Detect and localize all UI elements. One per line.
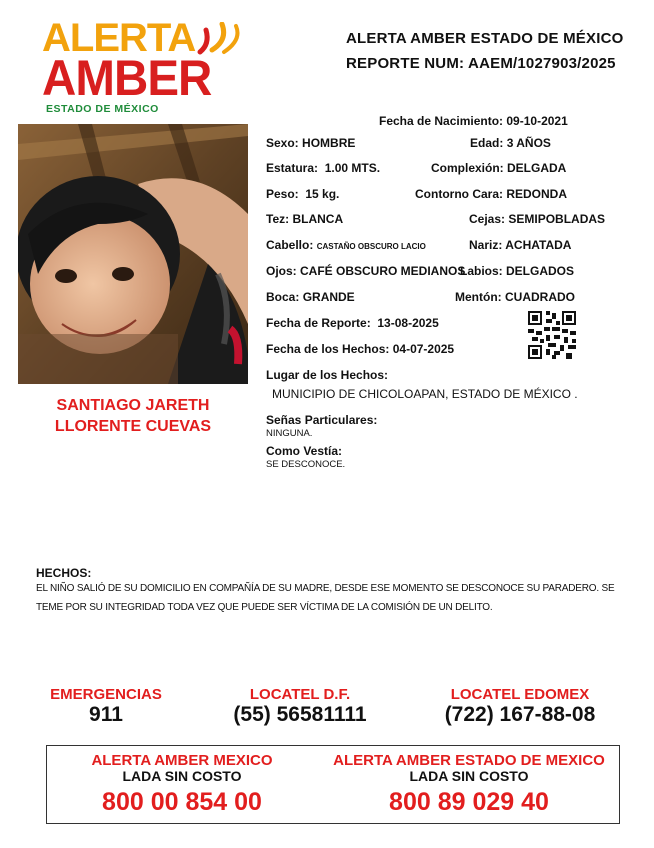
mouth-label: Boca: [266, 290, 300, 304]
sex-value: HOMBRE [302, 136, 356, 150]
build-label: Complexión: [431, 161, 504, 175]
birth-date-field [379, 114, 568, 128]
locatel-df-number[interactable]: (55) 56581111 [233, 703, 367, 726]
hechos-title: HECHOS: [36, 566, 92, 580]
box-right-title: ALERTA AMBER ESTADO DE MEXICO [333, 752, 605, 769]
face-field [415, 187, 567, 201]
box-left-number[interactable]: 800 00 854 00 [102, 788, 262, 816]
report-date-value: 13-08-2025 [377, 316, 439, 330]
photo-illustration [18, 124, 248, 384]
nose-value: ACHATADA [505, 238, 572, 252]
chin-label: Mentón: [455, 290, 502, 304]
hair-field [266, 238, 426, 252]
child-name-last: LLORENTE CUEVAS [54, 418, 212, 435]
event-date-label: Fecha de los Hechos: [266, 342, 390, 356]
build-value: DELGADA [507, 161, 567, 175]
weight-label: Peso: [266, 187, 299, 201]
box-right-subtitle: LADA SIN COSTO [409, 768, 529, 784]
brows-value: SEMIPOBLADAS [508, 212, 606, 226]
birth-date-value: 09-10-2021 [506, 114, 568, 128]
sex-label: Sexo: [266, 136, 299, 150]
hair-value: CASTAÑO OBSCURO LACIO [316, 242, 426, 251]
emergencias-number[interactable]: 911 [89, 703, 123, 726]
hair-label: Cabello: [266, 238, 314, 252]
face-label: Contorno Cara: [415, 187, 503, 201]
report-date-label: Fecha de Reporte: [266, 316, 371, 330]
locatel-edomex-label: LOCATEL EDOMEX [450, 686, 590, 703]
nose-label: Nariz: [469, 238, 503, 252]
height-field [266, 161, 380, 175]
broadcast-waves-icon [194, 22, 242, 62]
lips-field [460, 264, 574, 278]
eyes-field [266, 264, 465, 278]
event-date-value: 04-07-2025 [392, 342, 455, 356]
alerta-amber-logo [42, 16, 222, 115]
sex-field [266, 136, 355, 150]
hechos-text: EL NIÑO SALIÓ DE SU DOMICILIO EN COMPAÑÍA DE SU MADRE, DESDE ESE MOMENTO SE DESCONOCE SU PARADERO. SE TEME POR SU INTEGRIDAD TODA VEZ QUE PUEDE SER VÍCTIMA DE LA COMISIÓN DE UN DELITO. [36, 583, 615, 613]
child-name-first: SANTIAGO JARETH [56, 397, 210, 414]
age-field [470, 136, 551, 150]
lips-value: DELGADOS [506, 264, 575, 278]
locatel-df-label: LOCATEL D.F. [249, 686, 351, 703]
height-label: Estatura: [266, 161, 319, 175]
weight-value: 15 kg. [305, 187, 340, 201]
place-value: MUNICIPIO DE CHICOLOAPAN, ESTADO DE MÉXICO . [272, 387, 578, 401]
eyes-label: Ojos: [266, 264, 297, 278]
report-number: REPORTE NUM: AAEM/1027903/2025 [346, 55, 616, 72]
missing-child-photo [18, 124, 248, 384]
clothes-label: Como Vestía: [266, 444, 343, 458]
marks-label: Señas Particulares: [266, 413, 378, 427]
clothes-value: SE DESCONOCE. [266, 459, 346, 470]
place-label: Lugar de los Hechos: [266, 368, 389, 382]
skin-value: BLANCA [292, 212, 344, 226]
chin-value: CUADRADO [505, 290, 575, 304]
logo-alerta-text: ALERTA [42, 16, 196, 60]
height-value: 1.00 MTS. [324, 161, 381, 175]
locatel-edomex-number[interactable]: (722) 167-88-08 [444, 703, 596, 726]
build-field [431, 161, 566, 175]
brows-field [469, 212, 605, 226]
logo-estado-text: ESTADO DE MÉXICO [46, 103, 159, 115]
birth-date-label: Fecha de Nacimiento: [379, 114, 504, 128]
qr-code-icon[interactable] [528, 311, 576, 359]
emergencias-label: EMERGENCIAS [50, 686, 162, 703]
skin-field [266, 212, 343, 226]
toll-free-box [46, 745, 620, 824]
face-value: REDONDA [506, 187, 568, 201]
skin-label: Tez: [266, 212, 290, 226]
box-left-subtitle: LADA SIN COSTO [122, 768, 242, 784]
nose-field [469, 238, 571, 252]
report-date-field [266, 316, 439, 330]
mouth-value: GRANDE [302, 290, 355, 304]
eyes-value: CAFÉ OBSCURO MEDIANOS [300, 264, 466, 278]
age-label: Edad: [470, 136, 504, 150]
weight-field [266, 187, 339, 201]
brows-label: Cejas: [469, 212, 506, 226]
mouth-field [266, 290, 355, 304]
lips-label: Labios: [460, 264, 503, 278]
event-date-field [266, 342, 454, 356]
box-left-title: ALERTA AMBER MEXICO [91, 752, 273, 769]
box-right-number[interactable]: 800 89 029 40 [389, 788, 549, 816]
age-value: 3 AÑOS [506, 136, 551, 150]
chin-field [455, 290, 575, 304]
header-title: ALERTA AMBER ESTADO DE MÉXICO [346, 30, 624, 47]
logo-amber-text: AMBER [42, 50, 212, 106]
marks-value: NINGUNA. [266, 428, 313, 439]
